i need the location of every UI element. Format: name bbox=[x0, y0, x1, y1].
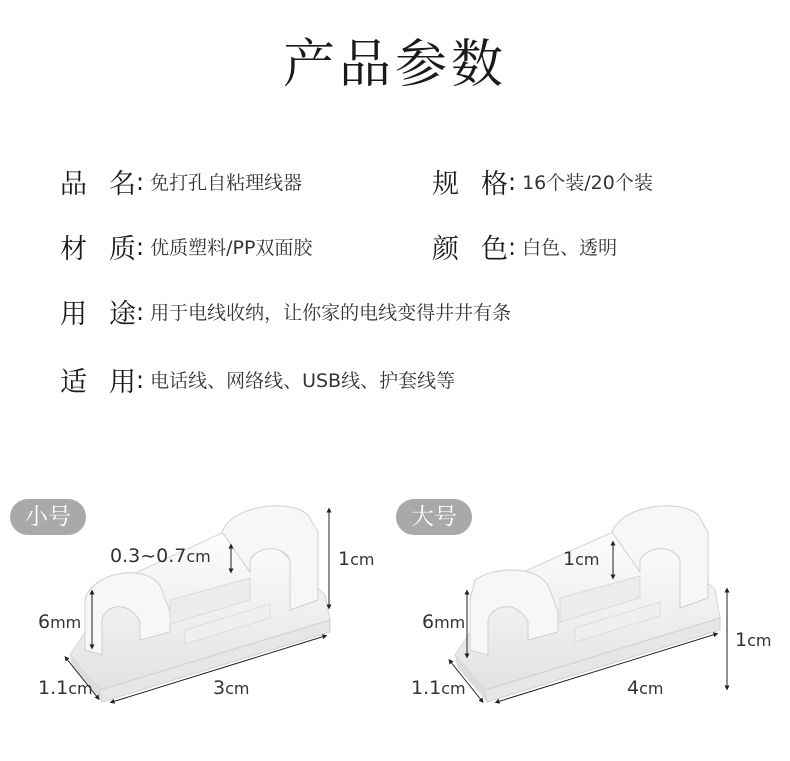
colon: : bbox=[136, 167, 145, 196]
spec-label-char: 颜 bbox=[432, 234, 459, 265]
spec-label-char: 材 bbox=[60, 234, 87, 265]
spec-value: 优质塑料/PP双面胶 bbox=[150, 237, 313, 259]
spec-label-char: 适 bbox=[60, 367, 87, 398]
small-clip-label: 6mm bbox=[38, 611, 82, 633]
large-width-label: 1.1cm bbox=[411, 677, 466, 699]
spec-value: 16个装/20个装 bbox=[522, 172, 653, 194]
spec-label-char: 色 bbox=[481, 234, 508, 265]
spec-label-char: 规 bbox=[432, 169, 459, 200]
small-size-tag: 小号 bbox=[10, 499, 86, 535]
colon: : bbox=[508, 232, 517, 261]
spec-value: 免打孔自粘理线器 bbox=[150, 172, 303, 194]
spec-label-char: 名 bbox=[109, 169, 136, 200]
large-height-label: 1cm bbox=[735, 629, 772, 651]
small-clip-image bbox=[70, 506, 330, 702]
large-gap-label: 1cm bbox=[563, 548, 600, 570]
spec-value: 白色、透明 bbox=[522, 237, 618, 259]
colon: : bbox=[136, 365, 145, 394]
spec-label-char: 品 bbox=[60, 169, 87, 200]
spec-label-char: 途 bbox=[109, 299, 136, 330]
colon: : bbox=[136, 232, 145, 261]
spec-label-char: 格 bbox=[481, 169, 508, 200]
small-length-label: 3cm bbox=[213, 677, 250, 699]
page-title: 产品参数 bbox=[282, 35, 507, 95]
spec-value: 电话线、网络线、USB线、护套线等 bbox=[150, 370, 456, 392]
small-width-label: 1.1cm bbox=[38, 677, 93, 699]
large-length-label: 4cm bbox=[627, 677, 664, 699]
spec-label-char: 用 bbox=[109, 367, 136, 398]
spec-label-char: 质 bbox=[109, 234, 136, 265]
large-clip-image bbox=[455, 506, 720, 702]
large-clip-label: 6mm bbox=[422, 611, 466, 633]
spec-label-char: 用 bbox=[60, 299, 87, 330]
small-gap-label: 0.3~0.7cm bbox=[110, 545, 211, 567]
spec-value: 用于电线收纳，让你家的电线变得井井有条 bbox=[150, 302, 512, 324]
small-height-label: 1cm bbox=[338, 548, 375, 570]
large-size-tag: 大号 bbox=[396, 499, 472, 535]
colon: : bbox=[136, 297, 145, 326]
colon: : bbox=[508, 167, 517, 196]
